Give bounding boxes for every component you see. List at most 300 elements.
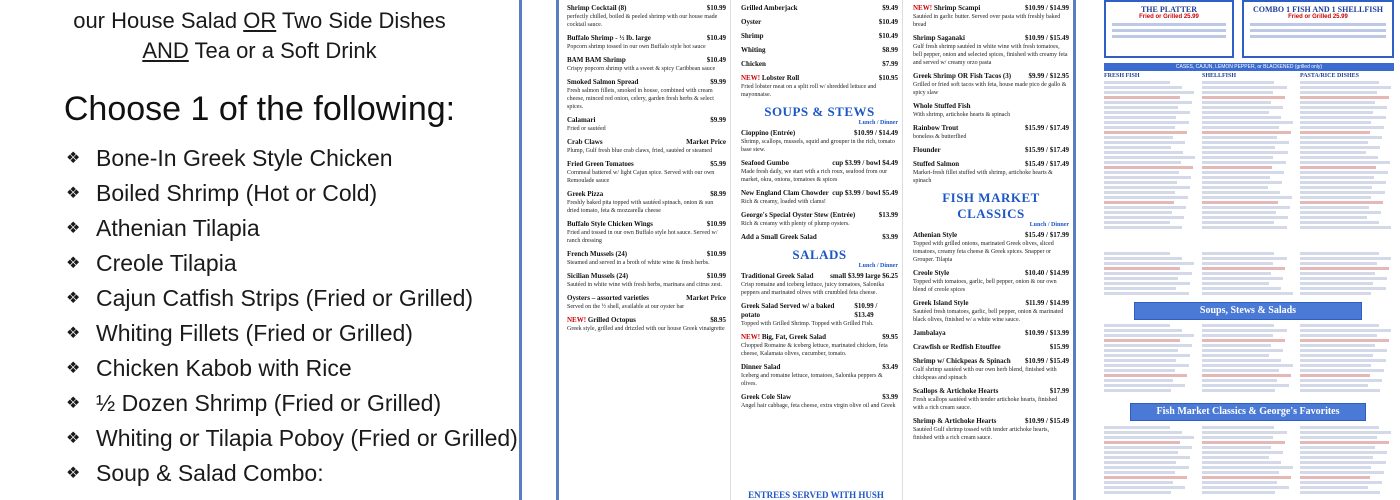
menu-item-name: Stuffed Salmon <box>913 160 960 168</box>
menu-item-price: $10.99 / $14.49 <box>854 129 898 137</box>
mini-text-line <box>1300 262 1377 265</box>
mini-text-line <box>1202 456 1269 459</box>
mini-text-line <box>1300 141 1368 144</box>
menu-item-description: perfectly chilled, boiled & peeled shrimp with our house made cocktail sauce. <box>567 14 718 28</box>
menu-item-name: Creole Style <box>913 269 950 277</box>
menu-item-price: $11.99 / $14.99 <box>1025 299 1069 307</box>
mini-text-line <box>1104 441 1180 444</box>
mini-text-line <box>1202 334 1273 337</box>
menu-item-price: $3.99 <box>882 393 898 401</box>
soups-section-sub: Lunch / Dinner <box>858 120 898 126</box>
menu-column-appetizers <box>559 0 731 500</box>
mini-text-line <box>1300 226 1391 229</box>
platter-title: THE PLATTER <box>1140 5 1198 14</box>
menu-item-description: Steamed and served in a broth of white wine & fresh herbs. <box>567 260 710 266</box>
menu-item <box>567 316 726 333</box>
menu-item-description: Fresh scallops sautéed with tender artichoke hearts, finished with a rich cream sauce. <box>913 397 1058 411</box>
mini-text-line <box>1104 206 1186 209</box>
mini-text-line <box>1202 471 1279 474</box>
menu-item-price: cup $3.99 / bowl $5.49 <box>832 189 898 197</box>
specials-item <box>66 246 519 281</box>
menu-item-price: $10.99 / $13.49 <box>854 302 878 319</box>
menu-soups-group <box>741 129 898 242</box>
menu-item-price: $5.99 <box>710 160 726 168</box>
specials-item-label: ½ Dozen Shrimp (Fried or Grilled) <box>96 390 442 416</box>
menu-item-description: Topped with Grilled Shrimp. Topped with Grilled Fish. <box>741 321 874 327</box>
mini-band-soups: Soups, Stews & Salads <box>1134 302 1362 320</box>
specials-item <box>66 176 519 211</box>
specials-intro <box>0 6 519 66</box>
mini-text-line <box>1300 461 1386 464</box>
diamond-bullet-icon: ❖ <box>66 465 81 482</box>
menu-item-name: George's Special Oyster Stew (Entrée) <box>741 211 856 219</box>
menu-item <box>741 159 898 184</box>
mini-text-line <box>1104 476 1187 479</box>
mini-text-line <box>1202 277 1283 280</box>
menu-item-price: $15.99 / $17.49 <box>1025 146 1069 154</box>
specials-item <box>66 351 519 386</box>
menu-column-classics <box>905 0 1073 500</box>
menu-item-price: $15.49 / $17.99 <box>1025 231 1069 239</box>
menu-item-price: $10.99 / $14.99 <box>1025 4 1069 12</box>
mini-text-line <box>1202 267 1285 270</box>
mini-text-line <box>1202 186 1268 189</box>
mini-text-line <box>1104 451 1178 454</box>
mini-text-line <box>1300 206 1369 209</box>
menu-item <box>913 160 1069 185</box>
mini-text-line <box>1300 181 1386 184</box>
menu-item-name: New England Clam Chowder <box>741 189 829 197</box>
menu-item-name: NEW! Shrimp Scampi <box>913 4 981 12</box>
mini-column <box>1104 73 1198 248</box>
mini-text-line <box>1202 121 1293 124</box>
menu-item <box>741 272 898 297</box>
mini-text-line <box>1104 126 1175 129</box>
mini-text-line <box>1202 196 1292 199</box>
mini-text-line <box>1104 364 1189 367</box>
menu-item-name: Traditional Greek Salad <box>741 272 814 280</box>
menu-item <box>741 302 898 328</box>
menu-item-description: Chopped Romaine & iceberg lettuce, marinated chicken, feta cheese, Kalamata olives, cucumber, tomato. <box>741 343 888 357</box>
mini-text-line <box>1104 131 1187 134</box>
mini-text-line <box>1104 334 1194 337</box>
mini-text-line <box>1202 451 1283 454</box>
mini-text-line <box>1300 166 1376 169</box>
mini-text-line <box>1104 277 1178 280</box>
menu-item-name: Buffalo Shrimp - ½ lb. large <box>567 34 651 42</box>
menu-item-price: $10.49 <box>878 18 898 26</box>
specials-item <box>66 316 519 351</box>
mini-text-line <box>1300 426 1379 429</box>
mini-text-line <box>1104 456 1190 459</box>
menu-item-description: Rich & creamy, loaded with clams! <box>741 199 826 205</box>
mini-text-line <box>1300 486 1368 489</box>
menu-item <box>567 272 726 289</box>
menu-item-description: Rich & creamy with plenty of plump oysters. <box>741 221 850 227</box>
mini-text-line <box>1300 81 1379 84</box>
specials-item-label: Whiting Fillets (Fried or Grilled) <box>96 320 413 346</box>
mini-text-line <box>1104 191 1175 194</box>
mini-text-line <box>1202 354 1269 357</box>
mini-text-line <box>1300 272 1375 275</box>
mini-strip: CASES, CAJUN, LEMON PEPPER, or BLACKENED (grilled only) <box>1104 63 1394 71</box>
menu-poboys-group <box>741 4 898 99</box>
menu-item <box>913 124 1069 141</box>
menu-item-price: small $3.99 large $6.25 <box>830 272 898 280</box>
mini-text-line <box>1300 171 1388 174</box>
specials-item-label: Chicken Kabob with Rice <box>96 355 352 381</box>
mini-text-line <box>1202 96 1285 99</box>
mini-text-line <box>1104 181 1177 184</box>
menu-item <box>913 299 1069 324</box>
mini-text-line <box>1104 374 1187 377</box>
mini-text-line <box>1300 91 1377 94</box>
mini-text-line <box>1300 126 1384 129</box>
diamond-bullet-icon: ❖ <box>66 150 81 167</box>
mini-text-line <box>1202 161 1286 164</box>
menu-item <box>913 269 1069 294</box>
mini-block <box>1104 250 1394 300</box>
mini-text-line <box>1300 481 1382 484</box>
menu-item-name: Jambalaya <box>913 329 946 337</box>
mini-text-line <box>1104 171 1179 174</box>
mini-text-line <box>1300 216 1367 219</box>
mini-column <box>1300 424 1394 500</box>
menu-item-name: Dinner Salad <box>741 363 781 371</box>
menu-salads-group <box>741 272 898 410</box>
specials-list <box>0 141 519 491</box>
mini-text-line <box>1202 81 1274 84</box>
menu-item-price: $10.99 <box>706 272 726 280</box>
mini-text-line <box>1202 191 1280 194</box>
menu-item <box>741 363 898 388</box>
menu-item-price: $10.40 / $14.99 <box>1025 269 1069 277</box>
mini-text-line <box>1300 339 1389 342</box>
mini-text-line <box>1202 374 1291 377</box>
mini-text-line <box>1104 344 1192 347</box>
mini-text-line <box>1202 431 1287 434</box>
mini-text-line <box>1202 141 1289 144</box>
specials-item-label: Soup & Salad Combo: <box>96 460 324 486</box>
specials-item-label: Athenian Tilapia <box>96 215 260 241</box>
mini-text-line <box>1104 369 1175 372</box>
menu-item-description: Iceberg and romaine lettuce, tomatoes, Salonika peppers & olives. <box>741 373 883 387</box>
mini-text-line <box>1300 446 1375 449</box>
mini-text-line <box>1300 86 1391 89</box>
specials-item-label: Creole Tilapia <box>96 250 237 276</box>
menu-item-name: Calamari <box>567 116 596 124</box>
menu-item <box>741 129 898 154</box>
mini-text-line <box>1300 364 1371 367</box>
mini-text-line <box>1300 441 1389 444</box>
menu-item-price: Market Price <box>686 294 726 302</box>
mini-text-line <box>1300 476 1370 479</box>
menu-item <box>567 34 726 51</box>
menu-item-name: Shrimp Cocktail (8) <box>567 4 627 12</box>
menu-item-name: Sicilian Mussels (24) <box>567 272 629 280</box>
menu-item <box>741 32 898 41</box>
mini-column <box>1202 322 1296 400</box>
menu-item <box>913 387 1069 412</box>
menu-item-price: $17.99 <box>1049 387 1069 395</box>
mini-text-line <box>1104 349 1178 352</box>
mini-text-line <box>1300 389 1380 392</box>
specials-item <box>66 141 519 176</box>
mini-text-line <box>1104 252 1170 255</box>
menu-item-description: Popcorn shrimp tossed in our own Buffalo style hot sauce <box>567 44 706 50</box>
mini-text-line <box>1202 216 1288 219</box>
menu-item-description: boneless & butterflied <box>913 134 967 140</box>
mini-text-line <box>1104 116 1176 119</box>
menu-item <box>913 4 1069 29</box>
menu-item-description: Cornmeal battered w/ light Cajun spice. Served with our own Remoulade sauce <box>567 170 715 184</box>
menu-item <box>741 233 898 242</box>
platter-sub: Fried or Grilled 25.99 <box>1139 14 1199 20</box>
mini-text-line <box>1300 161 1390 164</box>
mini-text-line <box>1300 201 1383 204</box>
mini-text-line <box>1300 431 1391 434</box>
menu-item-description: With shrimp, artichoke hearts & spinach <box>913 112 1011 118</box>
intro-or: OR <box>243 8 277 33</box>
menu-item-description: Plump, Gulf fresh blue crab claws, fried, sautéed or steamed <box>567 148 712 154</box>
soups-section-title: SOUPS & STEWS <box>764 104 875 119</box>
menu-item-name: Whole Stuffed Fish <box>913 102 971 110</box>
mini-text-line <box>1202 146 1275 149</box>
menu-item <box>741 46 898 55</box>
mini-text-line <box>1104 211 1172 214</box>
menu-item <box>741 333 898 358</box>
menu-item-price: $9.99 <box>710 78 726 86</box>
mini-text-line <box>1300 344 1375 347</box>
menu-item-price: $3.99 <box>882 233 898 241</box>
menu-item <box>913 329 1069 338</box>
mini-text-line <box>1300 329 1391 332</box>
mini-text-line <box>1300 359 1386 362</box>
menu-item-name: Greek Cole Slaw <box>741 393 792 401</box>
mini-text-line <box>1300 384 1368 387</box>
menu-item-price: $10.95 <box>878 74 898 82</box>
mini-text-line <box>1300 436 1377 439</box>
mini-text-line <box>1300 324 1379 327</box>
menu-item <box>913 343 1069 352</box>
mini-text-line <box>1202 131 1291 134</box>
menu-item-name: Crab Claws <box>567 138 603 146</box>
menu-item-price: $10.99 <box>706 250 726 258</box>
menu-item-description: Market-fresh fillet stuffed with shrimp, artichoke hearts & spinach <box>913 170 1053 184</box>
mini-text-line <box>1104 267 1180 270</box>
mini-column-title: FRESH FISH <box>1104 73 1140 79</box>
menu-item <box>567 56 726 73</box>
mini-column-title: PASTA/RICE DISHES <box>1300 73 1359 79</box>
mini-text-line <box>1202 106 1283 109</box>
combo-sub: Fried or Grilled 25.99 <box>1288 14 1348 20</box>
salads-section-title: SALADS <box>792 247 847 262</box>
mini-text-line <box>1104 151 1183 154</box>
mini-text-line <box>1202 324 1274 327</box>
mini-text-line <box>1300 156 1378 159</box>
intro-suffix: Two Side Dishes <box>281 8 446 33</box>
mini-text-line <box>1300 151 1366 154</box>
mini-text-line <box>1202 252 1274 255</box>
menu-item-description: Angel hair cabbage, feta cheese, extra virgin olive oil and Greek <box>741 403 896 409</box>
menu-item-name: Chicken <box>741 60 766 68</box>
mini-text-line <box>1202 91 1273 94</box>
menu-item-name: Greek Island Style <box>913 299 969 307</box>
mini-text-line <box>1300 267 1389 270</box>
menu-item-price: $15.99 <box>1049 343 1069 351</box>
mini-text-line <box>1202 176 1270 179</box>
mini-text-line <box>1104 176 1191 179</box>
mini-text-line <box>1104 101 1192 104</box>
mini-text-line <box>1104 201 1174 204</box>
mini-text-line <box>1104 91 1194 94</box>
menu-item-name: BAM BAM Shrimp <box>567 56 626 64</box>
menu-item <box>741 60 898 69</box>
mini-text-line <box>1104 282 1190 285</box>
mini-text-line <box>1104 161 1181 164</box>
mini-text-line <box>1104 431 1182 434</box>
mini-text-line <box>1104 481 1173 484</box>
diamond-bullet-icon: ❖ <box>66 185 81 202</box>
mini-text-line <box>1202 446 1271 449</box>
menu-item-price: Market Price <box>686 138 726 146</box>
mini-column <box>1300 322 1394 400</box>
mini-text-line <box>1202 389 1275 392</box>
diamond-bullet-icon: ❖ <box>66 395 81 412</box>
mini-text-line <box>1104 426 1170 429</box>
menu-item-price: $10.99 <box>706 220 726 228</box>
mini-columns <box>1104 73 1394 248</box>
menu-item-name: NEW! Grilled Octopus <box>567 316 636 324</box>
menu-item-description: Crisp romaine and iceberg lettuce, juicy tomatoes, Salonika peppers and marinated olives with crumbled feta cheese. <box>741 282 885 296</box>
menu-item <box>567 220 726 245</box>
mini-text-line <box>1202 359 1281 362</box>
classics-section-sub: Lunch / Dinner <box>1029 222 1069 228</box>
mini-text-line <box>1104 354 1190 357</box>
mini-text-line <box>1104 136 1173 139</box>
mini-text-line <box>1202 379 1277 382</box>
menu-item-name: Shrimp <box>741 32 764 40</box>
mini-text-line <box>1202 491 1275 494</box>
menu-item-description: Served on the ½ shell, available at our oyster bar <box>567 304 685 310</box>
menu-item-price: $10.49 <box>878 32 898 40</box>
menu-item-price: $10.99 / $15.49 <box>1025 357 1069 365</box>
menu-item-description: Made fresh daily, we start with a rich roux, seafood from our market, okra, onions, tomatoes & spices <box>741 169 888 183</box>
mini-text-line <box>1202 329 1287 332</box>
mini-column-title: SHELLFISH <box>1202 73 1237 79</box>
menu-item-name: Buffalo Style Chicken Wings <box>567 220 653 228</box>
menu-item <box>913 34 1069 67</box>
mini-text-line <box>1202 344 1271 347</box>
mini-text-line <box>1300 471 1384 474</box>
mini-text-line <box>1300 277 1387 280</box>
mini-text-line <box>1104 384 1185 387</box>
mini-header <box>1104 0 1394 62</box>
menu-item-name: Scallops & Artichoke Hearts <box>913 387 999 395</box>
menu-item-price: $10.99 / $15.49 <box>1025 417 1069 425</box>
mini-text-line <box>1300 292 1371 295</box>
mini-text-line <box>1202 486 1289 489</box>
menu-item-name: Cioppino (Entrée) <box>741 129 796 137</box>
menu-item <box>741 4 898 13</box>
menu-item-name: Oyster <box>741 18 762 26</box>
mini-text-line <box>1202 226 1287 229</box>
menu-item-description: Crispy popcorn shrimp with a sweet & spicy Caribbean sauce <box>567 66 716 72</box>
menu-item <box>567 160 726 185</box>
mini-text-line <box>1202 436 1273 439</box>
mini-text-line <box>1104 446 1192 449</box>
menu-item-name: Crawfish or Redfish Etouffee <box>913 343 1001 351</box>
menu-item-description: Fried lobster meat on a split roll w/ shredded lettuce and mayonnaise. <box>741 84 877 98</box>
mini-text-line <box>1202 206 1290 209</box>
menu-item <box>741 393 898 410</box>
menu-entrees-group <box>913 4 1069 185</box>
mini-text-line <box>1104 491 1171 494</box>
mini-text-line <box>1300 146 1380 149</box>
menu-item-price: $10.99 <box>706 4 726 12</box>
mini-text-line <box>1300 282 1373 285</box>
menu-item <box>913 417 1069 442</box>
mini-text-line <box>1104 471 1175 474</box>
mini-text-line <box>1202 287 1281 290</box>
menu-item-price: $8.95 <box>710 316 726 324</box>
mini-text-line <box>1202 476 1291 479</box>
menu-item-price: $9.95 <box>882 333 898 341</box>
menu-item-description: Fried or sautéed <box>567 126 606 132</box>
menu-item-description: Sautéed in white wine with fresh herbs, marinara and citrus zest. <box>567 282 722 288</box>
mini-text-line <box>1104 141 1185 144</box>
mini-column <box>1300 73 1394 248</box>
mini-column <box>1202 424 1296 500</box>
mini-block <box>1104 424 1394 500</box>
intro-prefix: our House Salad <box>73 8 238 33</box>
mini-text-line <box>1300 191 1385 194</box>
menu-item-name: Rainbow Trout <box>913 124 959 132</box>
menu-item-price: $10.49 <box>706 34 726 42</box>
mini-text-line <box>1300 491 1380 494</box>
mini-text-line <box>1202 369 1279 372</box>
mini-text-line <box>1202 221 1274 224</box>
menu-item <box>741 18 898 27</box>
mini-column <box>1104 250 1198 300</box>
mini-column <box>1104 322 1198 400</box>
mini-text-line <box>1104 486 1185 489</box>
mini-text-line <box>1202 136 1277 139</box>
mini-text-line <box>1104 186 1190 189</box>
mini-column <box>1300 250 1394 300</box>
menu-item-price: $7.99 <box>882 60 898 68</box>
mini-text-line <box>1202 181 1282 184</box>
mini-text-line <box>1104 339 1180 342</box>
menu-item-description: Greek style, grilled and drizzled with our house Greek vinaigrette <box>567 326 725 332</box>
specials-item <box>66 456 519 491</box>
menu-item-price: $9.99 <box>710 116 726 124</box>
mini-text-line <box>1104 379 1173 382</box>
mini-text-line <box>1104 466 1189 469</box>
menu-item-name: Oysters – assorted varieties <box>567 294 649 302</box>
mini-text-line <box>1104 166 1193 169</box>
mini-text-line <box>1300 131 1370 134</box>
mini-text-line <box>1104 262 1194 265</box>
mini-text-line <box>1300 456 1373 459</box>
panel-gap <box>525 0 556 500</box>
menu-item <box>567 116 726 133</box>
mini-text-line <box>1202 262 1273 265</box>
menu-item-name: Shrimp & Artichoke Hearts <box>913 417 997 425</box>
panel-gap <box>1079 0 1100 500</box>
menu-item-name: Whiting <box>741 46 766 54</box>
menu-item-description: Topped with tomatoes, garlic, bell pepper, onion & our own blend of creole spices <box>913 279 1057 293</box>
